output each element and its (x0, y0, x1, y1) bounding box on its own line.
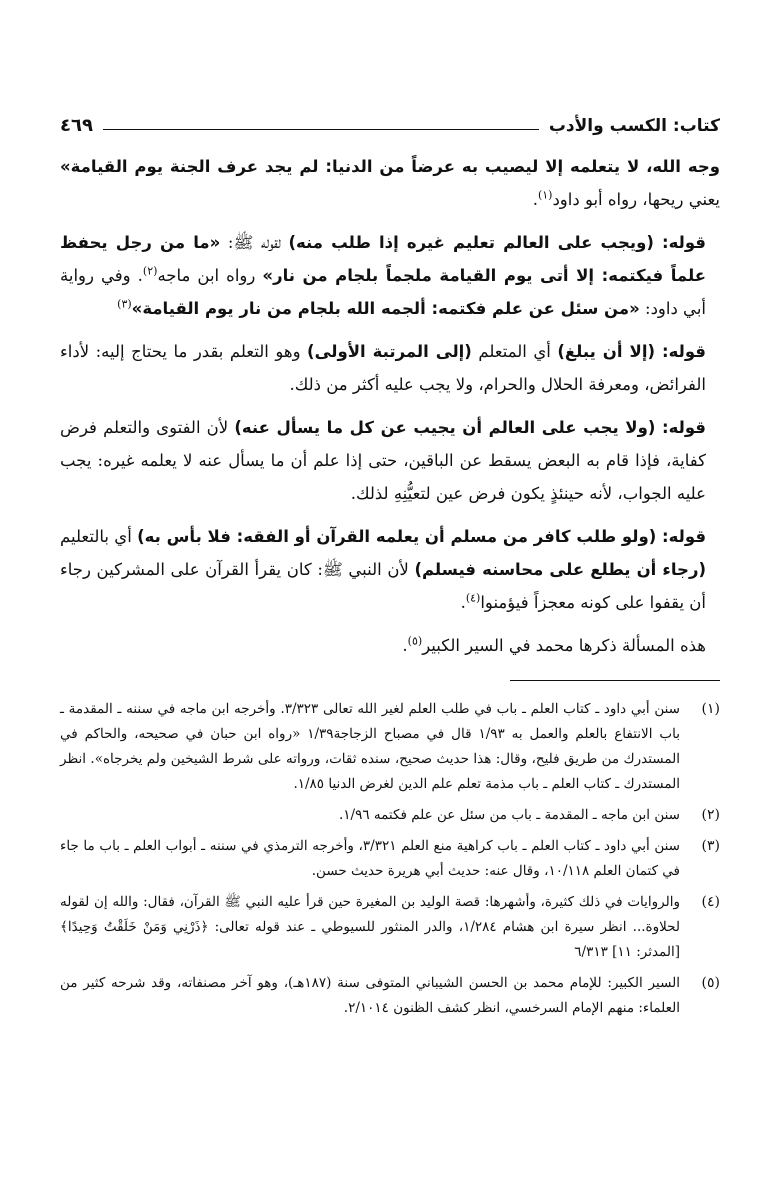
running-header (60, 96, 720, 136)
paragraph-4 (60, 411, 720, 510)
chapter-title: كتاب: الكسب والأدب (548, 116, 720, 136)
paragraph-3 (60, 335, 720, 401)
qawluh-lead: قوله: (656, 527, 706, 546)
footnote-ref-1[interactable]: (١) (537, 188, 553, 202)
footnote-ref-4[interactable]: (٤) (465, 591, 481, 605)
paragraph-text: أي بالتعليم (60, 527, 138, 546)
paragraph-text: هذه المسألة ذكرها محمد في السير الكبير (422, 636, 706, 655)
footnote-3 (60, 834, 720, 884)
qawluh-lead: قوله: (655, 418, 706, 437)
qawluh-lead: قوله: (653, 233, 706, 252)
paragraph-1 (60, 150, 720, 216)
hadith-quote: «ما من رجل يحفظ علماً فيكتمه: إلا أتى يوم القيامة ملجماً بلجام من نار» (60, 233, 706, 285)
footnote-number: (٣) (701, 838, 720, 854)
qawluh-lead: قوله: (655, 342, 706, 361)
footnote-text: والروايات في ذلك كثيرة، وأشهرها: قصة الوليد بن المغيرة حين قرأ عليه النبي ﷺ القرآن، فقال: والله إن لقوله لحلاوة... انظر سيرة ابن هشام ١/٢٨٤، والدر المنثور للسيوطي ـ عند قوله تعالى: ﴿ذَرْنِي وَمَنْ خَلَقْتُ وَحِيدًا﴾ [المدثر: ١١] ٦/٣١٣ (60, 894, 680, 960)
matn-quote: (ويجب على العالم تعليم غيره إذا طلب منه) (288, 233, 654, 252)
footnote-text: السير الكبير: للإمام محمد بن الحسن الشيباني المتوفى سنة (١٨٧هـ)، وهو آخر مصنفاته، وقد شرحه كثير من العلماء: منهم الإمام السرخسي، انظر كشف الظنون ٢/١٠١٤. (60, 975, 680, 1016)
matn-quote: (إلى المرتبة الأولى) (307, 342, 472, 361)
main-text (60, 150, 720, 662)
footnote-text: سنن ابن ماجه ـ المقدمة ـ باب من سئل عن علم فكتمه ١/٩٦. (338, 807, 680, 823)
footnotes (60, 697, 720, 1021)
book-page (60, 96, 720, 1027)
header-rule (103, 129, 539, 130)
paragraph-end: . (460, 593, 466, 612)
footnote-number: (١) (701, 701, 720, 717)
footnote-number: (٢) (701, 807, 720, 823)
footnote-number: (٥) (701, 975, 720, 991)
paragraph-text: يعني ريحها، رواه أبو داود (552, 190, 720, 209)
footnote-number: (٤) (701, 894, 720, 910)
paragraph-text: لقوله ﷺ: (220, 233, 289, 252)
paragraph-text: لأن الفتوى والتعلم فرض كفاية، فإذا قام به البعض يسقط عن الباقين، حتى إذا علم أن ما يسأل عنه لا يعلمه غيره: يجب عليه الجواب، لأنه حينئذٍ يكون فرض عين لتعيُّنِهِ لذلك. (60, 418, 706, 503)
hadith-continuation: وجه الله، لا يتعلمه إلا ليصيب به عرضاً من الدنيا: لم يجد عرف الجنة يوم القيامة» (60, 157, 720, 176)
paragraph-2 (60, 226, 720, 325)
footnote-text: سنن أبي داود ـ كتاب العلم ـ باب كراهية منع العلم ٣/٣٢١، وأخرجه الترمذي في سننه ـ أبواب العلم ـ باب ما جاء في كتمان العلم ١٠/١١٨، وقال عنه: حديث أبي هريرة حديث حسن. (60, 838, 680, 879)
matn-quote: (ولو طلب كافر من مسلم أن يعلمه القرآن أو الفقه: فلا بأس به) (137, 527, 657, 546)
paragraph-text: لأن النبي ﷺ: كان يقرأ القرآن على المشركين رجاء أن يقفوا على كونه معجزاً فيؤمنوا (60, 560, 706, 612)
paragraph-text: . وفي رواية أبي داود: (60, 266, 706, 318)
matn-quote: (إلا أن يبلغ) (557, 342, 656, 361)
matn-quote: (ولا يجب على العالم أن يجيب عن كل ما يسأل عنه) (234, 418, 656, 437)
paragraph-end: . (532, 190, 538, 209)
paragraph-6 (60, 629, 720, 662)
paragraph-text: رواه ابن ماجه (157, 266, 263, 285)
page-number: ٤٦٩ (60, 115, 93, 136)
paragraph-text: أي المتعلم (471, 342, 558, 361)
matn-quote: (رجاء أن يطلع على محاسنه فيسلم) (414, 560, 706, 579)
footnote-ref-5[interactable]: (٥) (407, 634, 423, 648)
footnote-separator (510, 680, 720, 681)
footnote-ref-3[interactable]: (٣) (117, 297, 132, 311)
footnote-1 (60, 697, 720, 797)
footnote-4 (60, 890, 720, 965)
paragraph-text: وهو التعلم بقدر ما يحتاج إليه: لأداء الفرائض، ومعرفة الحلال والحرام، ولا يجب عليه أكثر من ذلك. (60, 342, 706, 394)
hadith-quote: «من سئل عن علم فكتمه: ألجمه الله بلجام من نار يوم القيامة» (131, 299, 640, 318)
paragraph-5 (60, 520, 720, 619)
footnote-5 (60, 971, 720, 1021)
paragraph-end: . (402, 636, 408, 655)
footnote-2 (60, 803, 720, 828)
footnote-text: سنن أبي داود ـ كتاب العلم ـ باب في طلب العلم لغير الله تعالى ٣/٣٢٣. وأخرجه ابن ماجه في سننه ـ المقدمة ـ باب الانتفاع بالعلم والعمل به ١/٩٣ قال في مصباح الزجاجة١/٣٩ «رواه ابن حبان في صحيحه، والحاكم في المستدرك من طريق فليح، وقال: هذا حديث صحيح، سنده ثقات، ورواته على شرط الشيخين ولم يخرجاه». انظر المستدرك ـ كتاب العلم ـ باب مذمة تعلم علم الدين لغرض الدنيا ١/٨٥. (60, 701, 680, 792)
footnote-ref-2[interactable]: (٢) (142, 264, 158, 278)
